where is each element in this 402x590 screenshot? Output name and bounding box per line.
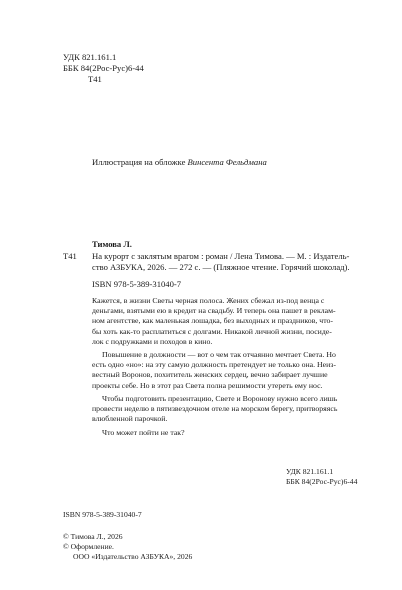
annotation-paragraph-3: Чтобы подготовить презентацию, Свете и Воронову нужно всего лишь провести неделю в пятизвездочном отеле на морском берегу, притворяясь влюбленной парочкой. xyxy=(92,394,338,424)
copyright-design: © Оформление. xyxy=(63,542,114,551)
copyright-author: © Тимова Л., 2026 xyxy=(63,532,123,541)
isbn-small: ISBN 978-5-389-31040-7 xyxy=(63,510,142,519)
author-mark-code: Т41 xyxy=(88,74,102,84)
bottom-udk-code: УДК 821.161.1 xyxy=(286,467,334,476)
annotation-paragraph-1: Кажется, в жизни Светы черная полоса. Жених сбежал из-под венца с деньгами, взятыми ею в кредит на свадьбу. И теперь она пашет в реклам- ном агентстве, как маленькая лошадка, без выходных и праздников, что- бы хоть как-то расплатиться с долгами. Никакой личной жизни, посиде- лок с подружками и походов в кино. xyxy=(92,296,336,346)
annotation-paragraph-4: Что может пойти не так? xyxy=(102,428,185,437)
catalog-author: Тимова Л. xyxy=(92,239,132,249)
catalog-desc-line-1: На курорт с заклятым врагом : роман / Лена Тимова. — М. : Издатель- xyxy=(92,251,350,261)
illustration-prefix: Иллюстрация на обложке xyxy=(92,157,188,167)
annotation-paragraph-2: Повышение в должности — вот о чем так отчаянно мечтает Света. Но есть одно «но»: на эту самую должность претендует не только она. Неиз- вестный Воронов, похититель женских сердец, вечно забирает лучшие проекты себе. Но в этот раз Света полна решимости утереть ему нос. xyxy=(92,350,336,390)
bottom-bbk-code: ББК 84(2Рос-Рус)6-44 xyxy=(286,477,358,486)
catalog-desc-line-2: ство АЗБУКА, 2026. — 272 с. — (Пляжное чтение. Горячий шоколад). xyxy=(92,262,350,272)
bbk-code: ББК 84(2Рос-Рус)6-44 xyxy=(63,63,144,73)
copyright-publisher: ООО «Издательство АЗБУКА», 2026 xyxy=(73,552,193,561)
udk-code: УДК 821.161.1 xyxy=(63,52,117,62)
catalog-code: Т41 xyxy=(63,251,77,261)
illustration-credit xyxy=(92,157,267,168)
illustration-artist: Винсента Фельдмана xyxy=(187,157,267,167)
catalog-isbn: ISBN 978-5-389-31040-7 xyxy=(92,279,182,289)
